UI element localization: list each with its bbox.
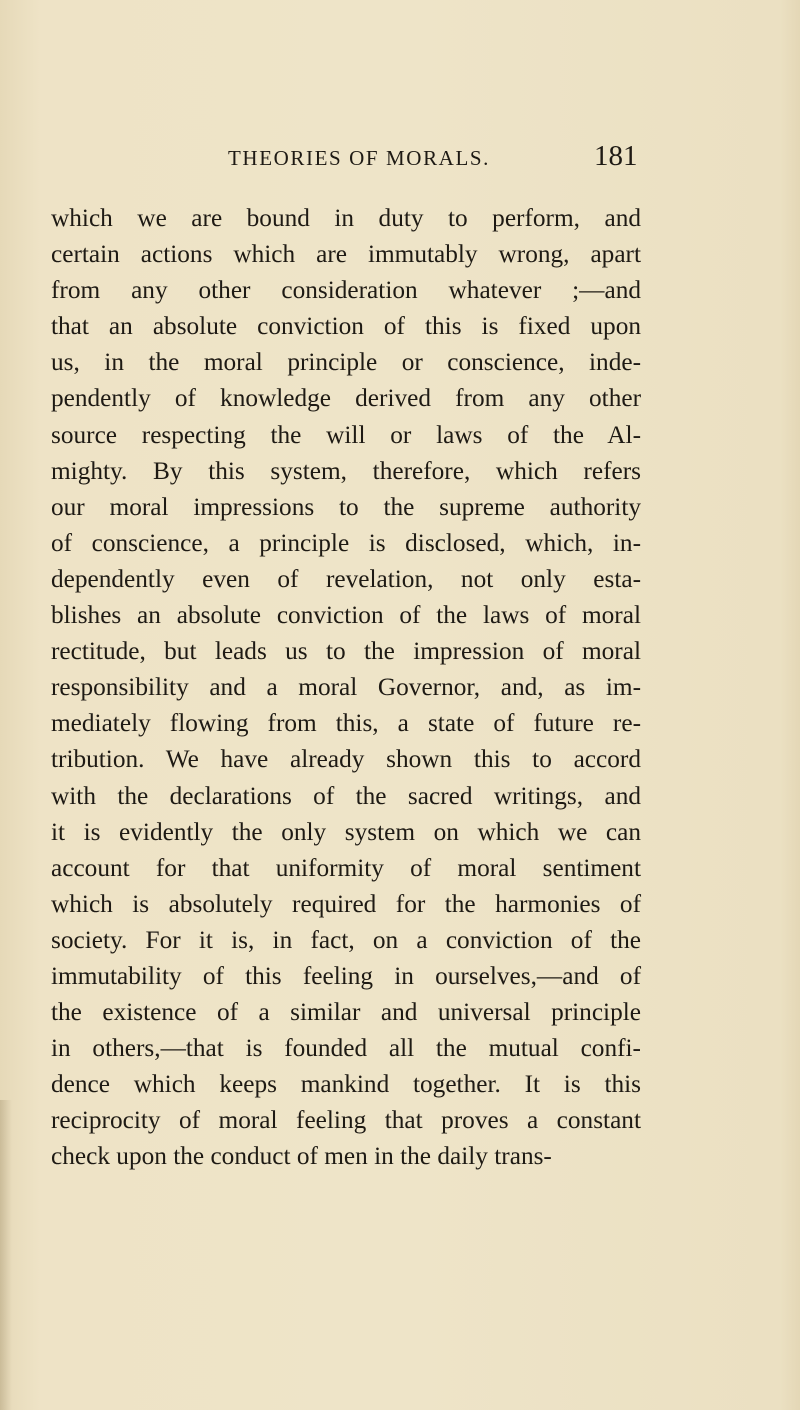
text-line: that an absolute conviction of this is fixed upon: [51, 312, 641, 341]
text-line: us, in the moral principle or conscience, inde-: [51, 348, 641, 377]
text-line: check upon the conduct of men in the daily trans-: [51, 1142, 552, 1171]
gutter-shadow: [0, 1100, 12, 1410]
text-line: reciprocity of moral feeling that proves a constant: [51, 1106, 641, 1135]
text-line: mediately flowing from this, a state of future re-: [51, 709, 641, 738]
text-line: immutability of this feeling in ourselves,—and of: [51, 961, 641, 990]
text-line: rectitude, but leads us to the impression of moral: [51, 637, 641, 666]
page-number: 181: [594, 140, 638, 172]
text-line: pendently of knowledge derived from any other: [51, 384, 641, 413]
text-line: which is absolutely required for the harmonies of: [51, 889, 641, 918]
text-line: dence which keeps mankind together. It is this: [51, 1070, 641, 1099]
text-line: the existence of a similar and universal principle: [51, 998, 641, 1027]
text-line: blishes an absolute conviction of the laws of moral: [51, 601, 641, 630]
text-line: source respecting the will or laws of the Al-: [51, 420, 641, 449]
body-text: [51, 200, 641, 1175]
text-line: our moral impressions to the supreme authority: [51, 492, 641, 521]
text-line: tribution. We have already shown this to accord: [51, 745, 641, 774]
running-head: THEORIES OF MORALS.: [228, 146, 491, 170]
text-line: mighty. By this system, therefore, which refers: [51, 456, 641, 485]
text-line: account for that uniformity of moral sentiment: [51, 853, 641, 882]
text-line: dependently even of revelation, not only esta-: [51, 564, 641, 593]
text-line: with the declarations of the sacred writings, and: [51, 781, 641, 810]
text-line: in others,—that is founded all the mutual confi-: [51, 1034, 641, 1063]
text-line: responsibility and a moral Governor, and, as im-: [51, 673, 641, 702]
text-line: it is evidently the only system on which we can: [51, 817, 641, 846]
text-line: certain actions which are immutably wrong, apart: [51, 240, 641, 269]
text-line: which we are bound in duty to perform, and: [51, 204, 641, 232]
text-line: from any other consideration whatever ;—and: [51, 276, 641, 305]
text-line: of conscience, a principle is disclosed, which, in-: [51, 528, 641, 557]
page-header: [0, 140, 800, 182]
text-line: society. For it is, in fact, on a conviction of the: [51, 925, 641, 954]
